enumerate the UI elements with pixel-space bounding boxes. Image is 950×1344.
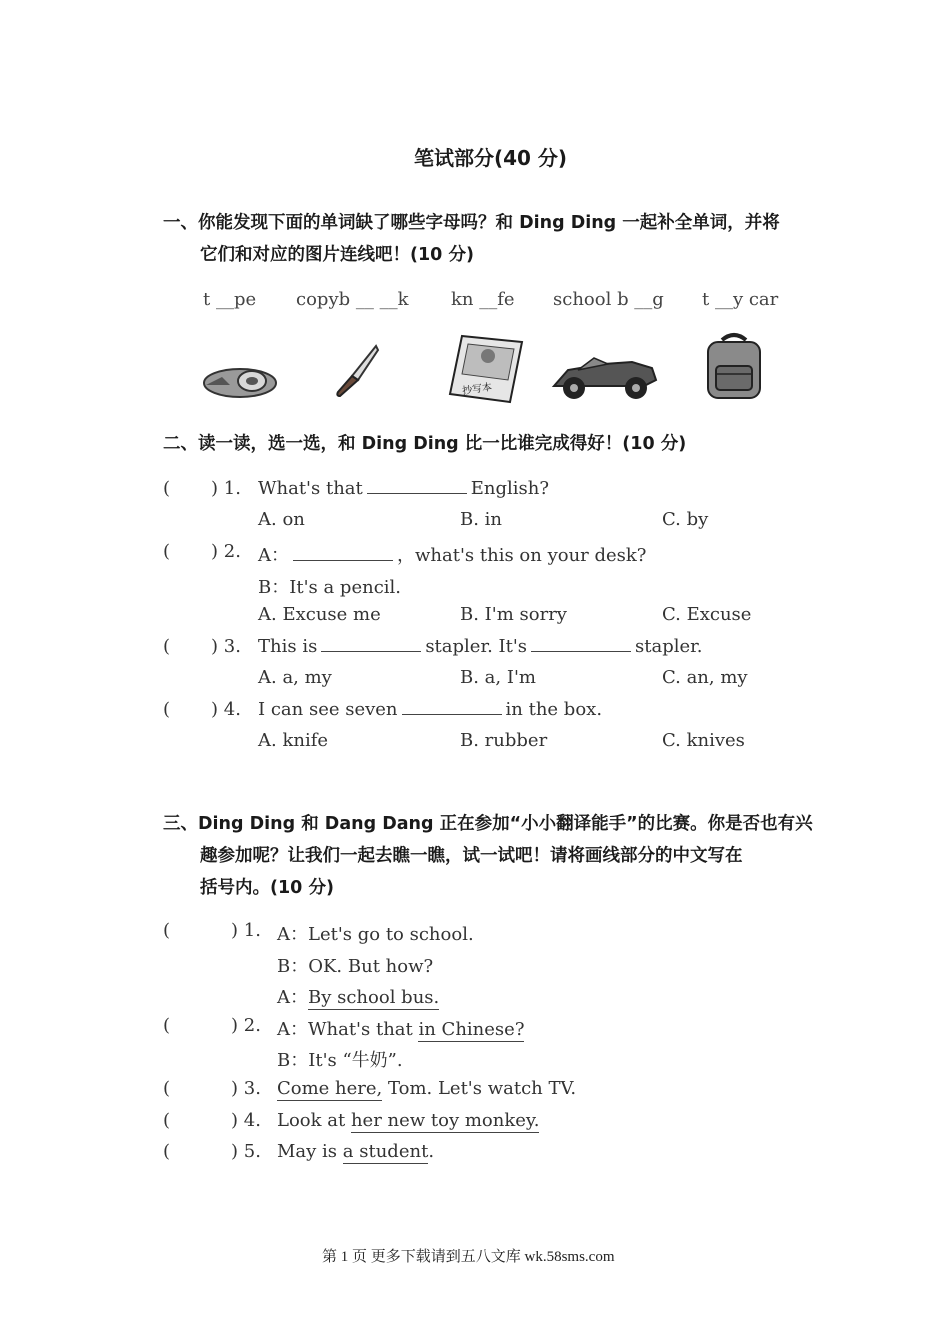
answer-paren-close-number: ) 1. — [211, 478, 241, 499]
option-c: C. an, my — [662, 667, 748, 688]
item-1-line1: A：Let's go to school. — [277, 924, 474, 945]
answer-blank[interactable] — [321, 650, 421, 652]
section2-heading: 二、读一读，选一选，和 Ding Ding 比一比谁完成得好！(10 分) — [163, 434, 687, 454]
answer-paren-open: ( — [163, 1141, 171, 1162]
section3-heading-line2: 趣参加呢？让我们一起去瞧一瞧，试一试吧！请将画线部分的中文写在 — [200, 846, 743, 866]
option-c: C. Excuse — [662, 604, 752, 625]
word-toy-car: t __y car — [702, 289, 779, 310]
option-b: B. I'm sorry — [460, 604, 567, 625]
word-copybook: copyb __ __k — [296, 289, 409, 310]
answer-paren-close-number: ) 2. — [231, 1015, 261, 1036]
underlined-phrase: in Chinese? — [418, 1019, 525, 1040]
item-4: Look at her new toy monkey. — [277, 1110, 540, 1131]
option-c: C. knives — [662, 730, 745, 751]
underlined-phrase: Come here, — [277, 1078, 383, 1099]
item-2-line1: A：What's that in Chinese? — [277, 1019, 525, 1040]
page-title: 笔试部分(40 分) — [414, 146, 568, 170]
answer-paren-open: ( — [163, 1078, 171, 1099]
item-1-line3: A：By school bus. — [277, 987, 440, 1008]
question-3: This is stapler. It's stapler. — [258, 636, 703, 657]
question-1: What's that English? — [258, 478, 550, 499]
item-3: Come here, Tom. Let's watch TV. — [277, 1078, 577, 1099]
answer-paren-open: ( — [163, 636, 171, 657]
copybook-label: 抄写本 — [461, 382, 493, 398]
answer-paren-close-number: ) 5. — [231, 1141, 261, 1162]
section1-heading-line1: 一、你能发现下面的单词缺了哪些字母吗？和 Ding Ding 一起补全单词，并将 — [163, 213, 780, 233]
option-a: A. a, my — [258, 667, 332, 688]
item-2-line2: B：It's “牛奶”. — [277, 1050, 403, 1071]
question-2: A： ，what's this on your desk? — [258, 545, 647, 566]
answer-paren-close-number: ) 4. — [231, 1110, 261, 1131]
item-5: May is a student. — [277, 1141, 435, 1162]
answer-blank[interactable] — [293, 559, 393, 561]
answer-blank[interactable] — [367, 492, 467, 494]
section3-heading-line1: 三、Ding Ding 和 Dang Dang 正在参加“小小翻译能手”的比赛。你是否也有兴 — [163, 814, 813, 834]
word-school-bag: school b __g — [553, 289, 664, 310]
underlined-phrase: a student — [342, 1141, 429, 1162]
option-a: A. on — [258, 509, 305, 530]
answer-paren-open: ( — [163, 920, 171, 941]
answer-paren-open: ( — [163, 541, 171, 562]
answer-paren-open: ( — [163, 1110, 171, 1131]
option-a: A. knife — [258, 730, 329, 751]
copybook-icon — [448, 332, 526, 404]
answer-blank[interactable] — [402, 713, 502, 715]
answer-blank[interactable] — [531, 650, 631, 652]
school-bag-icon — [698, 330, 770, 402]
page-footer: 第 1 页 更多下载请到五八文库 wk.58sms.com — [322, 1249, 615, 1265]
answer-paren-close-number: ) 2. — [211, 541, 241, 562]
answer-paren-close-number: ) 4. — [211, 699, 241, 720]
option-c: C. by — [662, 509, 709, 530]
question-4: I can see seven in the box. — [258, 699, 603, 720]
section1-heading-line2: 它们和对应的图片连线吧！(10 分) — [200, 245, 474, 265]
word-knife: kn __fe — [451, 289, 515, 310]
section3-heading-line3: 括号内。(10 分) — [200, 878, 334, 898]
answer-paren-close-number: ) 3. — [231, 1078, 261, 1099]
word-tape: t __pe — [203, 289, 257, 310]
tape-icon — [200, 355, 280, 403]
toy-car-icon — [548, 350, 660, 402]
underlined-phrase: her new toy monkey. — [350, 1110, 540, 1131]
answer-paren-open: ( — [163, 1015, 171, 1036]
answer-paren-open: ( — [163, 699, 171, 720]
answer-paren-close-number: ) 1. — [231, 920, 261, 941]
answer-paren-close-number: ) 3. — [211, 636, 241, 657]
option-a: A. Excuse me — [258, 604, 381, 625]
answer-paren-open: ( — [163, 478, 171, 499]
item-1-line2: B：OK. But how? — [277, 956, 434, 977]
underlined-phrase: By school bus. — [308, 987, 440, 1008]
option-b: B. a, I'm — [460, 667, 536, 688]
option-b: B. in — [460, 509, 503, 530]
option-b: B. rubber — [460, 730, 548, 751]
knife-icon — [332, 342, 382, 400]
question-2-line2: B：It's a pencil. — [258, 577, 402, 598]
